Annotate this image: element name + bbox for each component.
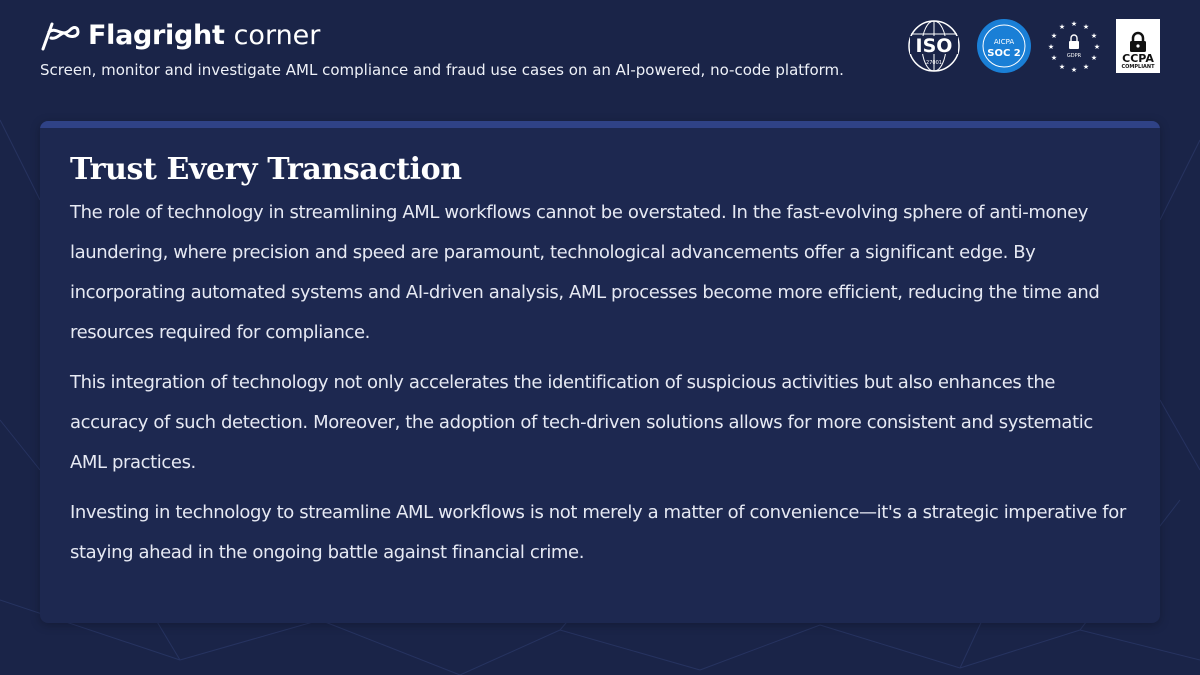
paragraph: Investing in technology to streamline AML workflows is not merely a matter of convenience—it's a strategic imperative for staying ahead in the ongoing battle against financial crime. <box>70 502 1126 563</box>
ccpa-badge <box>1116 19 1160 73</box>
svg-text:★: ★ <box>1090 54 1098 62</box>
ccpa-label: CCPA <box>1122 52 1154 65</box>
svg-text:★: ★ <box>1093 43 1101 51</box>
compliance-badges <box>906 18 1160 74</box>
svg-text:★: ★ <box>1047 43 1055 51</box>
article-card <box>40 121 1160 623</box>
svg-text:★: ★ <box>1082 23 1090 31</box>
svg-text:★: ★ <box>1070 66 1078 74</box>
brand[interactable] <box>40 16 860 54</box>
soc-org: AICPA <box>993 38 1015 46</box>
svg-text:★: ★ <box>1090 32 1098 40</box>
gdpr-label: GDPR <box>1066 53 1082 59</box>
soc-title: SOC 2 <box>987 48 1021 59</box>
svg-text:★: ★ <box>1070 20 1078 28</box>
flagright-logo-icon <box>40 18 82 52</box>
svg-text:★: ★ <box>1050 54 1058 62</box>
brand-name: Flagright <box>88 19 225 51</box>
card-title: Trust Every Transaction <box>70 152 462 187</box>
svg-text:★: ★ <box>1082 63 1090 71</box>
iso-code: 27001 <box>926 60 942 66</box>
paragraph: The role of technology in streamlining AML workflows cannot be overstated. In the fast-evolving sphere of anti-money laundering, where precision and speed are paramount, technological advancements offer a significant edge. By incorporating automated systems and AI-driven analysis, AML processes become more efficient, reducing the time and resources required for compliance. <box>70 202 1100 343</box>
padlock-icon <box>1127 31 1149 53</box>
soc2-badge-icon <box>976 18 1032 74</box>
card-accent-bar <box>40 121 1160 128</box>
ccpa-compliant-label: COMPLIANT <box>1121 64 1155 70</box>
header <box>40 16 860 79</box>
svg-text:★: ★ <box>1058 63 1066 71</box>
paragraph: This integration of technology not only accelerates the identification of suspicious activities but also enhances the accuracy of such detection. Moreover, the adoption of tech-driven solutions allows for more consistent and systematic AML practices. <box>70 372 1093 473</box>
tagline: Screen, monitor and investigate AML compliance and fraud use cases on an AI-powered, no-code platform. <box>40 61 844 79</box>
iso-label: ISO <box>915 35 953 57</box>
card-content <box>40 128 1160 573</box>
brand-subtitle: corner <box>233 19 321 51</box>
iso-27001-badge-icon <box>906 18 962 74</box>
gdpr-badge-icon <box>1046 18 1102 74</box>
svg-text:★: ★ <box>1058 23 1066 31</box>
svg-text:★: ★ <box>1050 32 1058 40</box>
